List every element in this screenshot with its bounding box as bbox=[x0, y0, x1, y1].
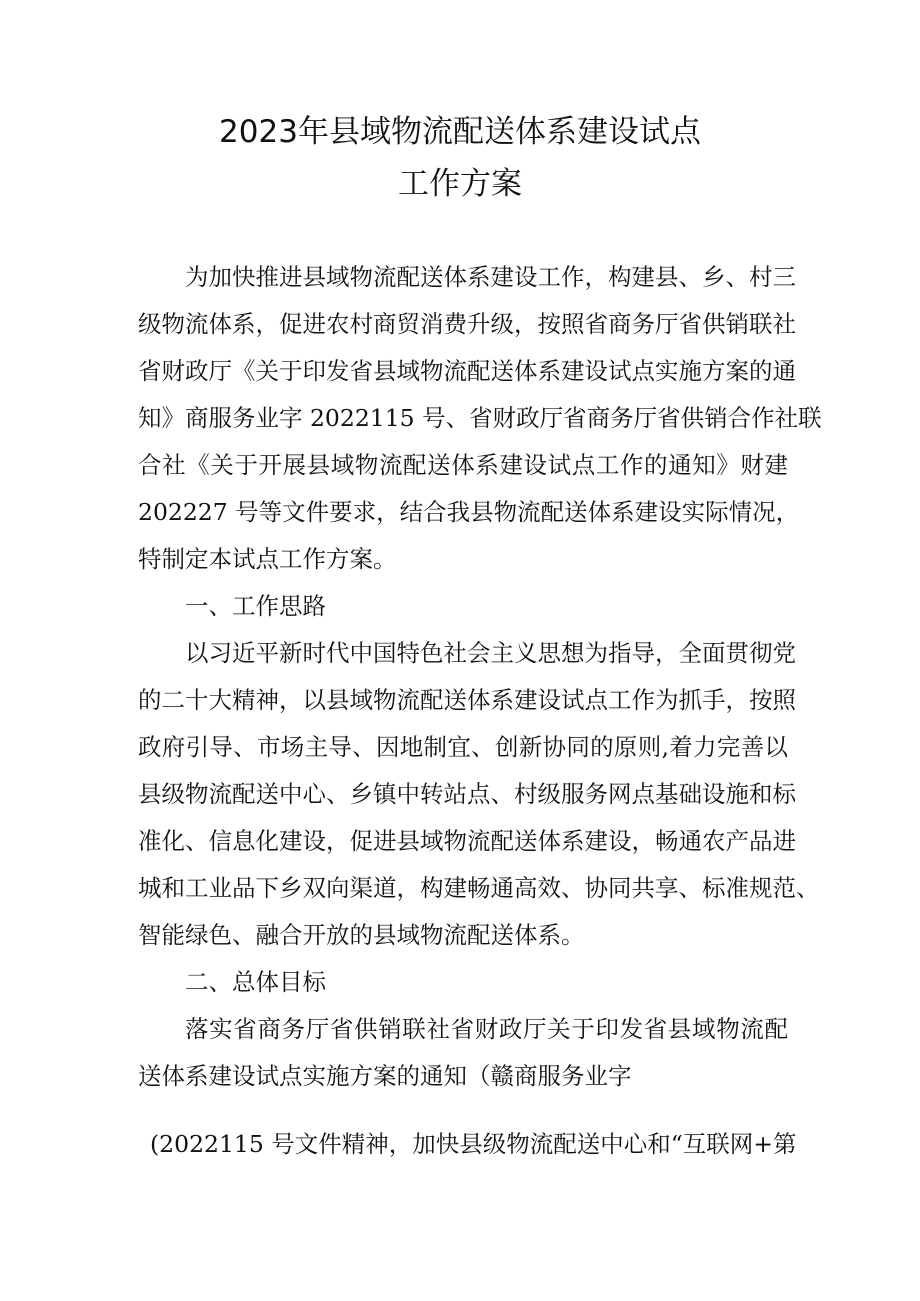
intro-paragraph-line: 知》商服务业字 2022115 号、省财政厅省商务厅省供销合作社联 bbox=[138, 404, 822, 432]
section2-paragraph-line: 送体系建设试点实施方案的通知（赣商服务业字 bbox=[138, 1062, 632, 1090]
intro-paragraph-line: 202227 号等文件要求，结合我县物流配送体系建设实际情况， bbox=[138, 498, 800, 526]
section1-paragraph-line: 智能绿色、融合开放的县域物流配送体系。 bbox=[138, 921, 585, 949]
section1-paragraph-line: 政府引导、市场主导、因地制宜、创新协同的原则,着力完善以 bbox=[138, 733, 788, 761]
section2-paragraph-line: 落实省商务厅省供销联社省财政厅关于印发省县域物流配 bbox=[185, 1015, 788, 1043]
intro-paragraph-line: 省财政厅《关于印发省县域物流配送体系建设试点实施方案的通 bbox=[138, 357, 796, 385]
intro-paragraph-line: 级物流体系，促进农村商贸消费升级，按照省商务厅省供销联社 bbox=[138, 310, 796, 338]
section1-paragraph-line: 县级物流配送中心、乡镇中转站点、村级服务网点基础设施和标 bbox=[138, 780, 796, 808]
intro-paragraph-line: 特制定本试点工作方案。 bbox=[138, 545, 397, 573]
intro-paragraph-line: 合社《关于开展县域物流配送体系建设试点工作的通知》财建 bbox=[138, 451, 788, 479]
section-heading-work-approach: 一、工作思路 bbox=[185, 592, 326, 620]
section1-paragraph-line: 的二十大精神，以县域物流配送体系建设试点工作为抓手，按照 bbox=[138, 686, 796, 714]
intro-paragraph-line: 为加快推进县域物流配送体系建设工作，构建县、乡、村三 bbox=[185, 263, 796, 291]
section2-continuation-line: (2022115 号文件精神，加快县级物流配送中心和“互联网+第 bbox=[150, 1130, 797, 1158]
section1-paragraph-line: 以习近平新时代中国特色社会主义思想为指导，全面贯彻党 bbox=[185, 639, 796, 667]
section-heading-overall-goals: 二、总体目标 bbox=[185, 968, 326, 996]
section1-paragraph-line: 城和工业品下乡双向渠道，构建畅通高效、协同共享、标准规范、 bbox=[138, 874, 820, 902]
section1-paragraph-line: 准化、信息化建设，促进县域物流配送体系建设，畅通农产品进 bbox=[138, 827, 796, 855]
document-title-line-1: 2023年县域物流配送体系建设试点 bbox=[219, 114, 701, 150]
document-title-line-2: 工作方案 bbox=[398, 166, 522, 202]
